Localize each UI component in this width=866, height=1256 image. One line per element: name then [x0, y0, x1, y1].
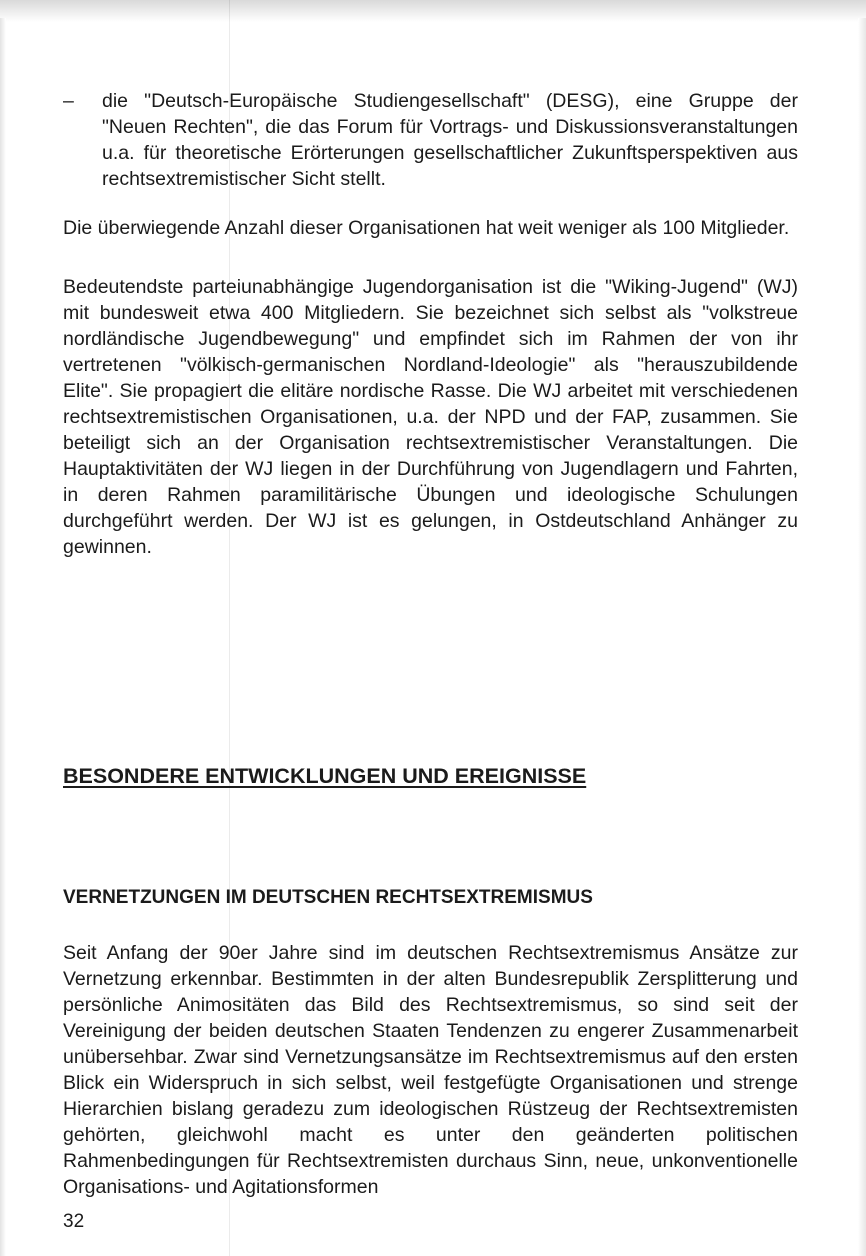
scan-shadow-top: [0, 0, 866, 22]
document-body: [63, 88, 798, 560]
subsection-heading: VERNETZUNGEN IM DEUTSCHEN RECHTSEXTREMISMUS: [63, 887, 593, 908]
page-number: 32: [63, 1211, 85, 1232]
paragraph-members: Die überwiegende Anzahl dieser Organisationen hat weit weniger als 100 Mitglieder.: [63, 217, 790, 239]
scan-shadow-right: [858, 18, 866, 1256]
paragraph-networking: Seit Anfang der 90er Jahre sind im deutschen Rechtsextremismus Ansätze zur Vernetzung erkennbar. Bestimmten in der alten Bundesrepublik Zersplitterung und persönliche Animositäten das Bild des Rechtsextremismus, so sind seit der Vereinigung der beiden deutschen Staaten Tendenzen zu engerer Zusammenarbeit unübersehbar. Zwar sind Vernetzungsansätze im Rechtsextremismus auf den ersten Blick ein Widerspruch in sich selbst, weil festgefügte Organisationen und strenge Hierarchien bislang geradezu zum ideologischen Rüstzeug der Rechtsextremisten gehörten, gleichwohl macht es unter den geänderten politischen Rahmenbedingungen für Rechtsextremisten durchaus Sinn, neue, unkonventionelle Organisations- und Agitationsformen: [63, 942, 798, 1198]
section-heading: BESONDERE ENTWICKLUNGEN UND EREIGNISSE: [63, 764, 587, 788]
paragraph-wiking-jugend: Bedeutendste parteiunabhängige Jugendorganisation ist die "Wiking-Jugend" (WJ) mit bundesweit etwa 400 Mitgliedern. Sie bezeichnet sich selbst als "volkstreue nordländische Jugendbewegung" und empfindet sich im Rahmen der von ihr vertretenen "völkisch-germanischen Nordland-Ideologie" als "herauszubildende Elite". Sie propagiert die elitäre nordische Rasse. Die WJ arbeitet mit verschiedenen rechtsextremistischen Organisationen, u.a. der NPD und der FAP, zusammen. Sie beteiligt sich an der Organisation rechtsextremistischer Veranstaltungen. Die Hauptaktivitäten der WJ liegen in der Durchführung von Jugendlagern und Fahrten, in deren Rahmen paramilitärische Übungen und ideologische Schulungen durchgeführt werden. Der WJ ist es gelungen, in Ostdeutschland Anhänger zu gewinnen.: [63, 276, 798, 558]
bullet-item-text: die "Deutsch-Europäische Studiengesellschaft" (DESG), eine Gruppe der "Neuen Rechten", die das Forum für Vortrags- und Diskussionsveranstaltungen u.a. für theoretische Erörterungen gesellschaftlicher Zukunftsperspektiven aus rechtsextremistischer Sicht stellt.: [102, 90, 798, 190]
bullet-item-desg: [63, 88, 798, 192]
scan-shadow-left: [0, 18, 6, 1256]
bullet-dash: –: [63, 90, 74, 112]
